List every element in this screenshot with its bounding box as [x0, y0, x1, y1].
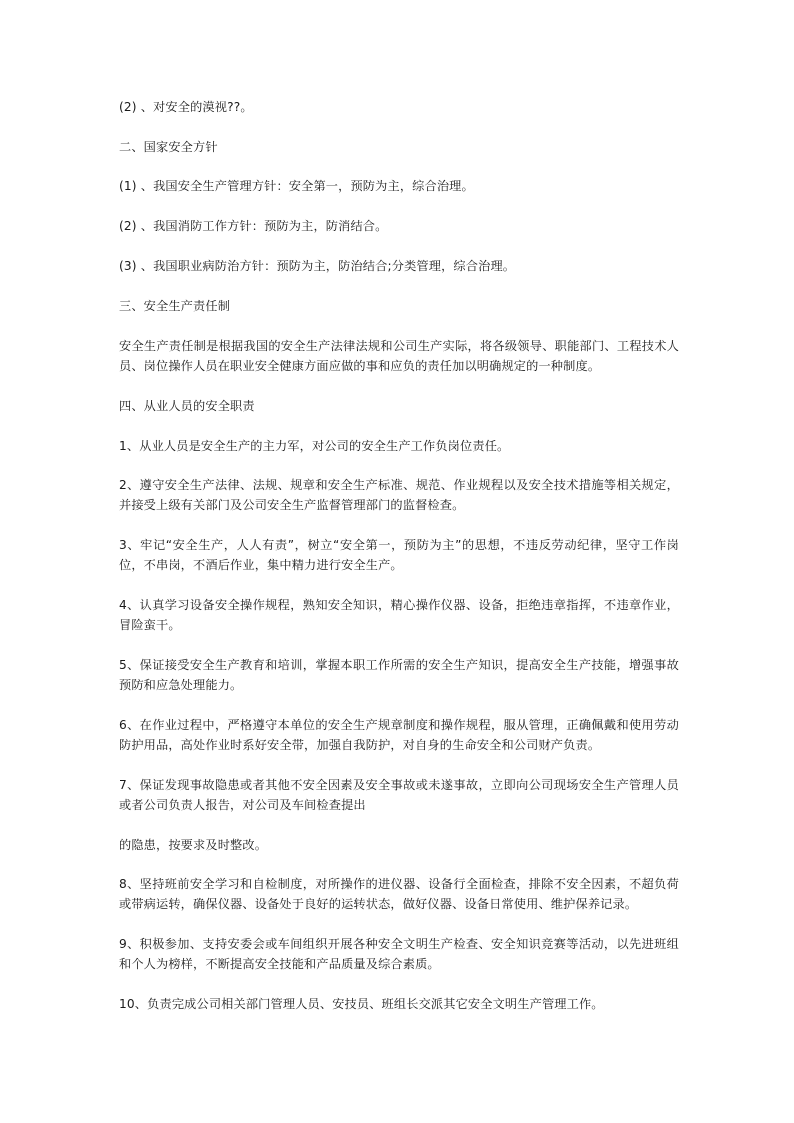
duty-item-6: 6、在作业过程中，严格遵守本单位的安全生产规章制度和操作规程，服从管理，正确佩戴和使用劳动防护用品，高处作业时系好安全带，加强自我防护，对自身的生命安全和公司财产负责。	[119, 718, 679, 752]
duty-item-2: 2、遵守安全生产法律、法规、规章和安全生产标准、规范、作业规程以及安全技术措施等相关规定，并接受上级有关部门及公司安全生产监督管理部门的监督检查。	[119, 478, 679, 512]
duty-item-7-continued: 的隐患，按要求及时整改。	[119, 838, 268, 852]
duty-item-7: 7、保证发现事故隐患或者其他不安全因素及安全事故或未遂事故，立即向公司现场安全生产管理人员或者公司负责人报告，对公司及车间检查提出	[119, 778, 679, 812]
duty-item-8: 8、坚持班前安全学习和自检制度，对所操作的进仪器、设备行全面检查，排除不安全因素，不超负荷或带病运转，确保仪器、设备处于良好的运转状态，做好仪器、设备日常使用、维护保养记录。	[119, 877, 679, 911]
paragraph-occupational-disease-policy: (3) 、我国职业病防治方针：预防为主，防治结合;分类管理，综合治理。	[119, 259, 516, 273]
duty-item-3: 3、牢记“安全生产，人人有责”，树立“安全第一，预防为主”的思想，不违反劳动纪律，坚守工作岗位，不串岗，不酒后作业，集中精力进行安全生产。	[119, 538, 679, 572]
heading-safety-responsibility-system: 三、安全生产责任制	[119, 299, 231, 313]
paragraph-responsibility-system-definition: 安全生产责任制是根据我国的安全生产法律法规和公司生产实际，将各级领导、职能部门、工程技术人员、岗位操作人员在职业安全健康方面应做的事和应负的责任加以明确规定的一种制度。	[119, 339, 679, 373]
paragraph-safety-production-policy: (1) 、我国安全生产管理方针：安全第一，预防为主，综合治理。	[119, 179, 474, 193]
duty-item-5: 5、保证接受安全生产教育和培训，掌握本职工作所需的安全生产知识，提高安全生产技能，增强事故预防和应急处理能力。	[119, 658, 679, 692]
heading-employee-safety-duties: 四、从业人员的安全职责	[119, 399, 255, 413]
duty-item-4: 4、认真学习设备安全操作规程，熟知安全知识，精心操作仪器、设备，拒绝违章指挥，不违章作业，冒险蛮干。	[119, 598, 679, 632]
paragraph-fire-protection-policy: (2) 、我国消防工作方针：预防为主，防消结合。	[119, 219, 388, 233]
heading-national-safety-policy: 二、国家安全方针	[119, 140, 218, 154]
duty-item-10: 10、负责完成公司相关部门管理人员、安技员、班组长交派其它安全文明生产管理工作。	[119, 997, 604, 1011]
paragraph-disregard-safety: (2) 、对安全的漠视??。	[119, 100, 253, 114]
duty-item-9: 9、积极参加、支持安委会或车间组织开展各种安全文明生产检查、安全知识竞赛等活动，以先进班组和个人为榜样，不断提高安全技能和产品质量及综合素质。	[119, 937, 679, 971]
duty-item-1: 1、从业人员是安全生产的主力军，对公司的安全生产工作负岗位责任。	[119, 439, 510, 453]
